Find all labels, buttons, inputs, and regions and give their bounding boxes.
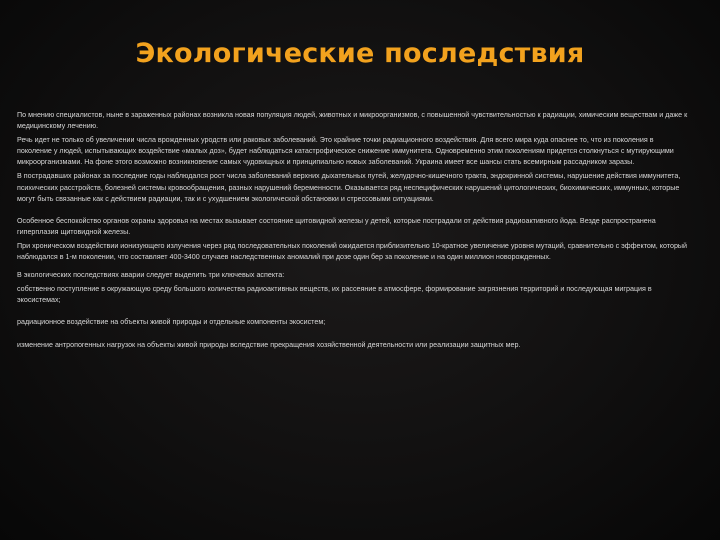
paragraph-immunity: Речь идет не только об увеличении числа врожденных уродств или раковых заболеваний. Это крайние точки радиационного воздействия. Для всего мира куда опаснее то, что из поколения в поколение у людей, испытывающих воздействие «малых доз», будет наблюдаться катастрофическое снижение иммунитета. Одновременно этим поколениям придется столкнуться с мутирующими микроорганизмами. На фоне этого возможно возникновение самых чудовищных и принципиально новых заболеваний. Украина имеет все шансы стать всемирным рассадником заразы. (17, 136, 674, 167)
paragraph-thyroid: Особенное беспокойство органов охраны здоровья на местах вызывает состояние щитовидной железы у детей, которые пострадали от действия радиоактивного йода. Везде распространена гиперплазия щитовидной железы. (17, 216, 656, 236)
paragraph-diseases: В пострадавших районах за последние годы наблюдался рост числа заболеваний верхних дыхательных путей, желудочно-кишечного тракта, эндокринной системы, нарушение действия иммунитета, психических расстройств, болезней системы кровообращения, разных нарушений беременности. Оказывается ряд неспецифических нарушений цитологических, биохимических, иммунных, которые могут быть связанные как с действием радиации, так и с ухудшением экологической обстановки и стрессовыми ситуациями. (17, 172, 681, 203)
slide-body (17, 110, 689, 351)
paragraph-key-aspects: В экологических последствиях аварии следует выделить три ключевых аспекта: (17, 271, 285, 280)
aspect-item-anthropogenic-load: изменение антропогенных нагрузок на объекты живой природы вследствие прекращения хозяйственной деятельности или реализации защитных мер. (17, 340, 521, 349)
paragraph-mutations: При хроническом воздействии ионизующего излучения через ряд последовательных поколений ожидается приблизительно 10-кратное увеличение уровня мутаций, сравнительно с эффектом, который наблюдался в 1-м поколении, что составляет 400-3400 случаев наследственных аномалий при дозе один бер за поколение и на один миллион новорожденных. (17, 241, 688, 262)
aspect-item-release: собственно поступление в окружающую среду большого количества радиоактивных веществ, их рассеяние в атмосфере, формирование загрязнения территорий и последующая миграция в экосистемах; (17, 285, 652, 305)
paragraph-new-population: По мнению специалистов, ныне в зараженных районах возникла новая популяция людей, животных и микроорганизмов, с повышенной чувствительностью к радиации, химическим веществам и даже к медицинскому лечению. (17, 111, 688, 131)
slide-title: Экологические последствия (135, 38, 585, 69)
aspect-item-radiation-impact: радиационное воздействие на объекты живой природы и отдельные компоненты экосистем; (17, 318, 326, 327)
